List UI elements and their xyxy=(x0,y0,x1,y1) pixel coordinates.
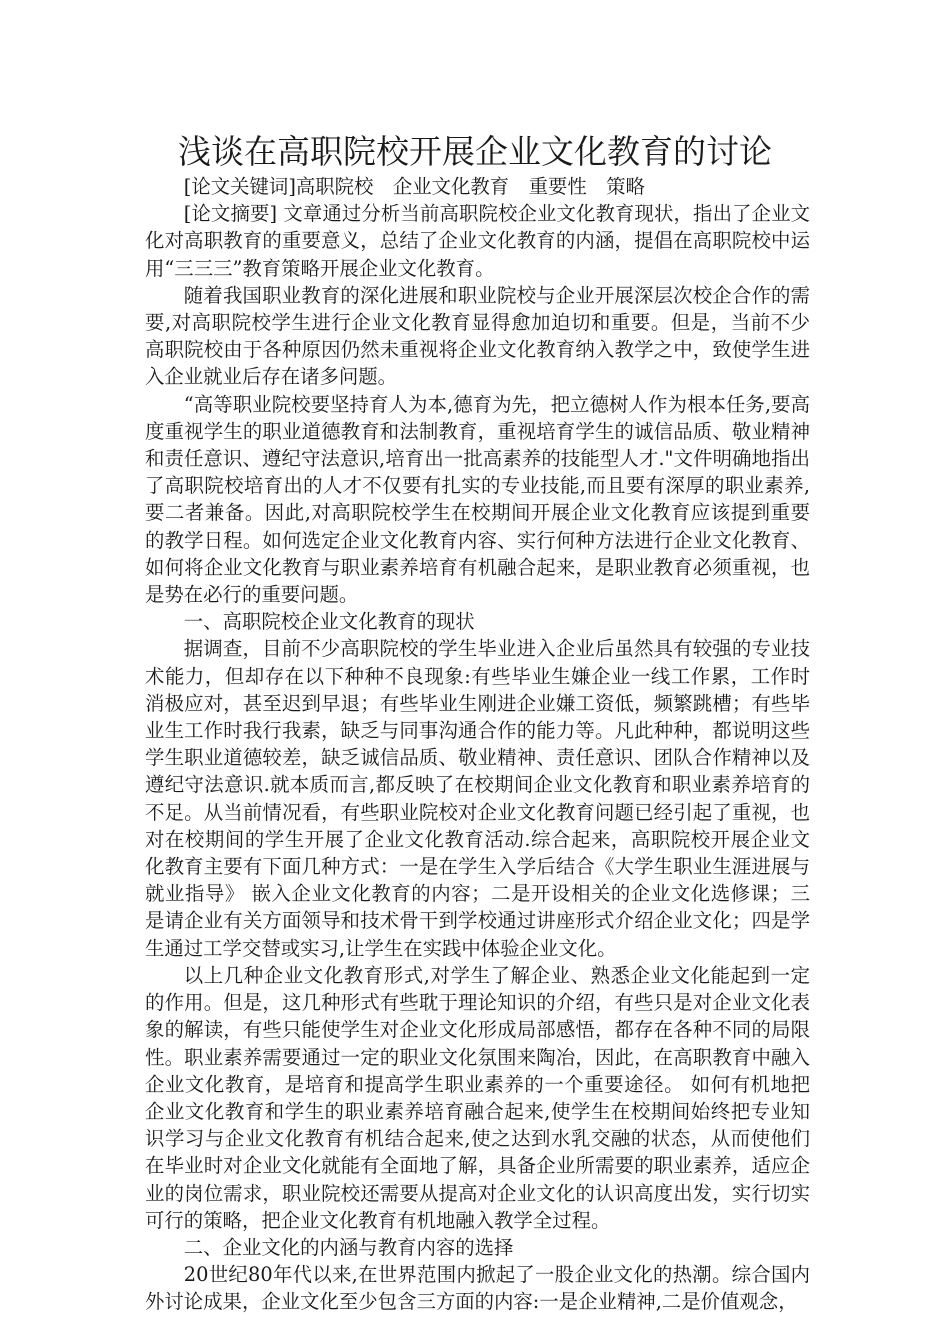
document-title: 浅谈在高职院校开展企业文化教育的讨论 xyxy=(178,132,772,171)
body-paragraph: 随着我国职业教育的深化进展和职业院校与企业开展深层次校企合作的需要,对高职院校学生进行企业文化教育显得愈加迫切和重要。但是，当前不少高职院校由于各种原因仍然未重视将企业文化教育纳入教学之中，致使学生进入企业就业后存在诸多问题。 xyxy=(145,283,810,389)
abstract-paragraph: [论文摘要] 文章通过分析当前高职院校企业文化教育现状，指出了企业文化对高职教育的重要意义，总结了企业文化教育的内涵，提倡在高职院校中运用“三三三”教育策略开展企业文化教育。 xyxy=(145,202,810,280)
section-heading: 一、高职院校企业文化教育的现状 xyxy=(183,610,475,634)
keywords-line: [论文关键词]高职院校 企业文化教育 重要性 策略 xyxy=(183,175,645,198)
body-paragraph: 20世纪80年代以来,在世界范围内掀起了一股企业文化的热潮。综合国内外讨论成果，企业文化至少包含三方面的内容:一是企业精神,二是价值观念， xyxy=(145,1263,810,1314)
body-paragraph: 据调查，目前不少高职院校的学生毕业进入企业后虽然具有较强的专业技术能力，但却存在以下种种不良现象:有些毕业生嫌企业一线工作累，工作时消极应对，甚至迟到早退；有些毕业生刚进企业嫌工资低，频繁跳槽；有些毕业生工作时我行我素，缺乏与同事沟通合作的能力等。凡此种种，都说明这些学生职业道德较差，缺乏诚信品质、敬业精神、责任意识、团队合作精神以及遵纪守法意识.就本质而言,都反映了在校期间企业文化教育和职业素养培育的不足。从当前情况看，有些职业院校对企业文化教育问题已经引起了重视，也对在校期间的学生开展了企业文化教育活动.综合起来，高职院校开展企业文化教育主要有下面几种方式：一是在学生入学后结合《大学生职业生涯进展与就业指导》 嵌入企业文化教育的内容；二是开设相关的企业文化选修课；三是请企业有关方面领导和技术骨干到学校通过讲座形式介绍企业文化；四是学生通过工学交替或实习,让学生在实践中体验企业文化。 xyxy=(145,637,810,960)
document-body xyxy=(145,173,810,1316)
body-paragraph: 以上几种企业文化教育形式,对学生了解企业、熟悉企业文化能起到一定的作用。但是，这几种形式有些耽于理论知识的介绍，有些只是对企业文化表象的解读，有些只能使学生对企业文化形成局部感悟，都存在各种不同的局限性。职业素养需要通过一定的职业文化氛围来陶冶，因此，在高职教育中融入企业文化教育，是培育和提高学生职业素养的一个重要途径。 如何有机地把企业文化教育和学生的职业素养培育融合起来,使学生在校期间始终把专业知识学习与企业文化教育有机结合起来,使之达到水乳交融的状态，从而使他们在毕业时对企业文化就能有全面地了解，具备企业所需要的职业素养，适应企业的岗位需求，职业院校还需要从提高对企业文化的认识高度出发，实行切实可行的策略，把企业文化教育有机地融入教学全过程。 xyxy=(145,963,810,1232)
section-heading: 二、企业文化的内涵与教育内容的选择 xyxy=(183,1235,514,1259)
body-paragraph: “高等职业院校要坚持育人为本,德育为先，把立德树人作为根本任务,要高度重视学生的职业道德教育和法制教育，重视培育学生的诚信品质、敬业精神和责任意识、遵纪守法意识,培育出一批高素养的技能型人才."文件明确地指出了高职院校培育出的人才不仅要有扎实的专业技能,而且要有深厚的职业素养,要二者兼备。因此,对高职院校学生在校期间开展企业文化教育应该提到重要的教学日程。如何选定企业文化教育内容、实行何种方法进行企业文化教育、如何将企业文化教育与职业素养培育有机融合起来，是职业教育必须重视，也是势在必行的重要问题。 xyxy=(145,392,810,607)
